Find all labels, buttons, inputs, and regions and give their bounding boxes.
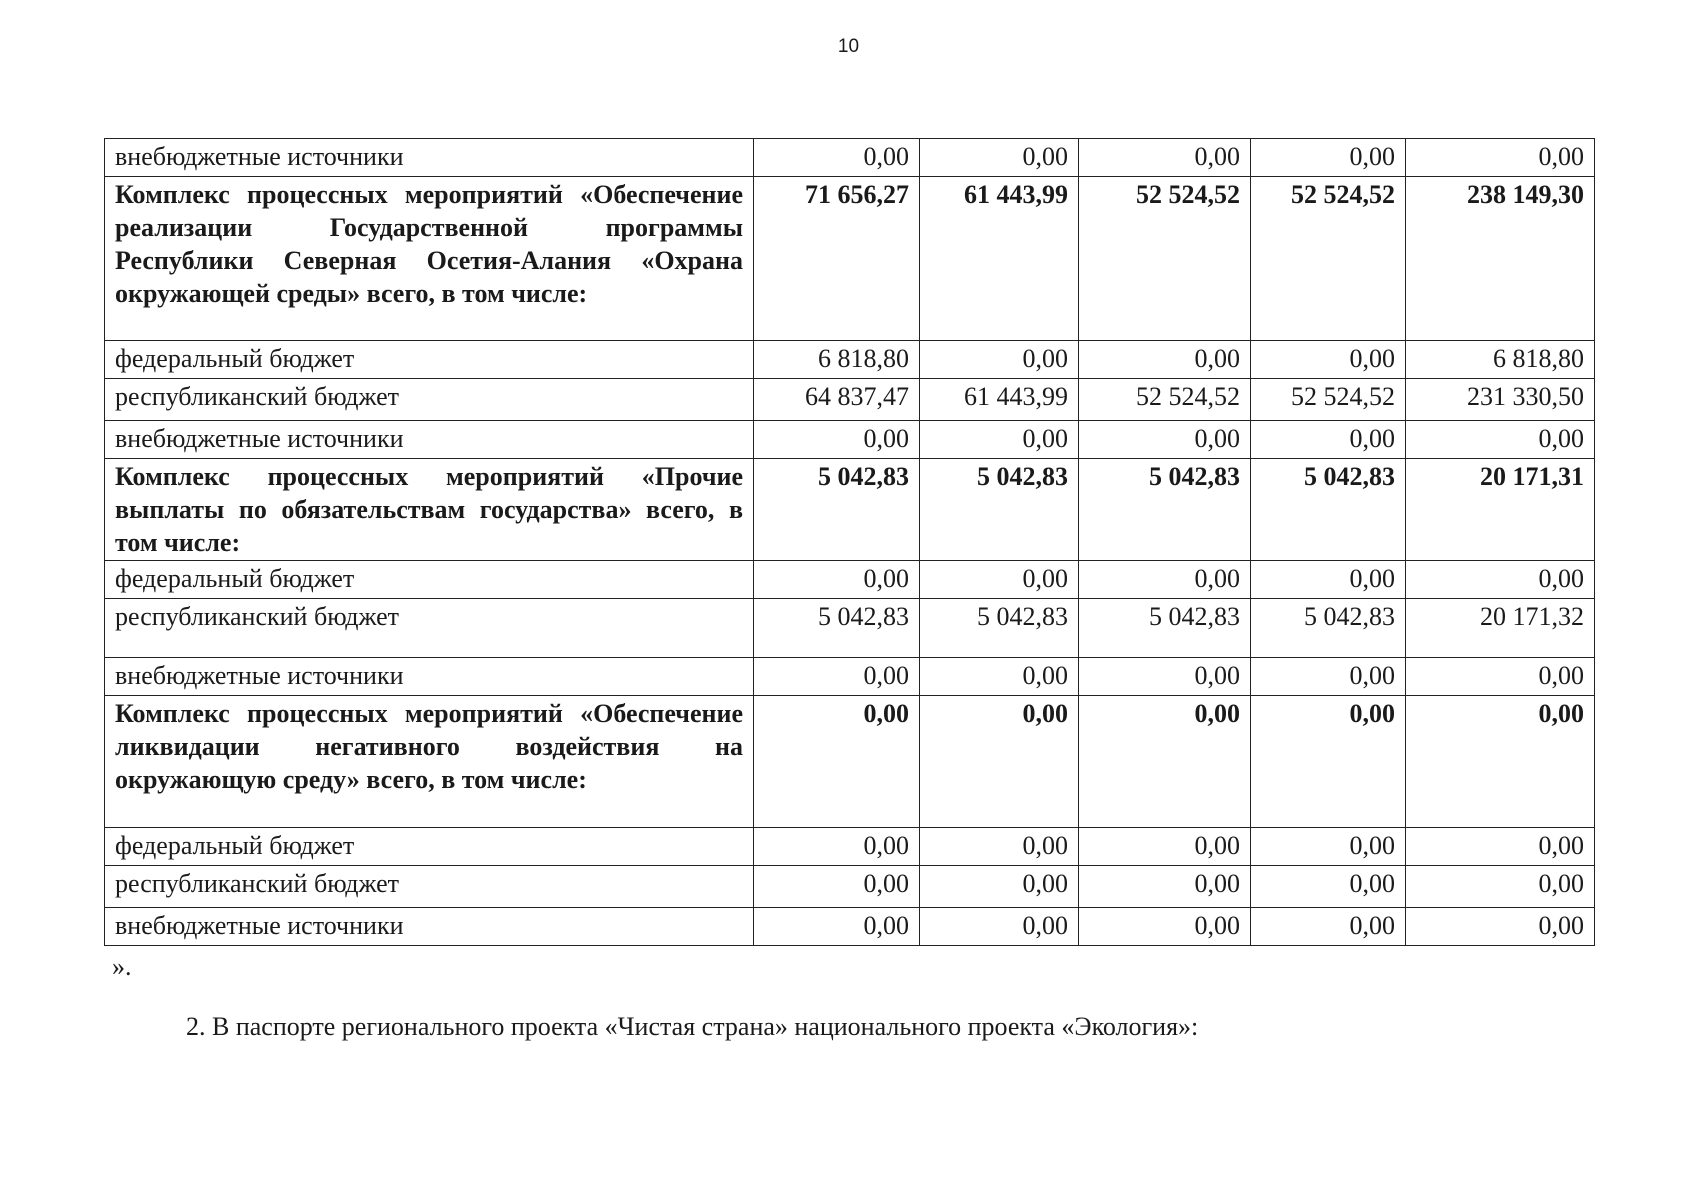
table-row bbox=[105, 866, 1595, 908]
value-col-1: 0,00 bbox=[754, 421, 920, 459]
table-row bbox=[105, 459, 1595, 561]
value-col-4: 0,00 bbox=[1251, 828, 1406, 866]
closing-quote: ». bbox=[112, 952, 132, 981]
value-total: 6 818,80 bbox=[1406, 341, 1595, 379]
table-row bbox=[105, 379, 1595, 421]
value-col-3: 0,00 bbox=[1079, 908, 1251, 946]
value-col-1: 0,00 bbox=[754, 866, 920, 908]
value-total: 238 149,30 bbox=[1406, 177, 1595, 341]
table-row bbox=[105, 828, 1595, 866]
value-col-3: 5 042,83 bbox=[1079, 459, 1251, 561]
value-col-3: 0,00 bbox=[1079, 866, 1251, 908]
value-col-4: 52 524,52 bbox=[1251, 177, 1406, 341]
row-name: республиканский бюджет bbox=[105, 866, 754, 908]
value-col-4: 5 042,83 bbox=[1251, 459, 1406, 561]
value-total: 0,00 bbox=[1406, 658, 1595, 696]
budget-table bbox=[104, 138, 1595, 946]
value-col-3: 52 524,52 bbox=[1079, 177, 1251, 341]
value-col-2: 5 042,83 bbox=[920, 599, 1079, 658]
row-name: внебюджетные источники bbox=[105, 139, 754, 177]
value-total: 0,00 bbox=[1406, 908, 1595, 946]
table-row bbox=[105, 658, 1595, 696]
value-col-2: 0,00 bbox=[920, 696, 1079, 828]
row-name: Комплекс процессных мероприятий «Обеспечение реализации Государственной программы Республики Северная Осетия-Алания «Охрана окружающей среды» всего, в том числе: bbox=[105, 177, 754, 341]
value-col-3: 5 042,83 bbox=[1079, 599, 1251, 658]
value-col-1: 5 042,83 bbox=[754, 599, 920, 658]
value-col-1: 6 818,80 bbox=[754, 341, 920, 379]
table-row bbox=[105, 177, 1595, 341]
table-row bbox=[105, 139, 1595, 177]
value-total: 20 171,32 bbox=[1406, 599, 1595, 658]
value-col-4: 0,00 bbox=[1251, 139, 1406, 177]
body-paragraph: 2. В паспорте регионального проекта «Чистая страна» национального проекта «Экология»: bbox=[186, 1012, 1199, 1041]
value-col-1: 0,00 bbox=[754, 696, 920, 828]
value-col-1: 0,00 bbox=[754, 139, 920, 177]
value-col-3: 0,00 bbox=[1079, 561, 1251, 599]
table-row bbox=[105, 696, 1595, 828]
row-name: внебюджетные источники bbox=[105, 908, 754, 946]
value-col-1: 71 656,27 bbox=[754, 177, 920, 341]
row-name: федеральный бюджет bbox=[105, 561, 754, 599]
row-name: Комплекс процессных мероприятий «Обеспечение ликвидации негативного воздействия на окружающую среду» всего, в том числе: bbox=[105, 696, 754, 828]
value-col-2: 0,00 bbox=[920, 139, 1079, 177]
value-total: 231 330,50 bbox=[1406, 379, 1595, 421]
row-name: внебюджетные источники bbox=[105, 421, 754, 459]
value-col-2: 0,00 bbox=[920, 908, 1079, 946]
value-col-4: 0,00 bbox=[1251, 421, 1406, 459]
value-total: 0,00 bbox=[1406, 139, 1595, 177]
value-col-4: 0,00 bbox=[1251, 341, 1406, 379]
value-col-4: 5 042,83 bbox=[1251, 599, 1406, 658]
value-col-3: 0,00 bbox=[1079, 828, 1251, 866]
value-col-1: 0,00 bbox=[754, 658, 920, 696]
value-col-1: 5 042,83 bbox=[754, 459, 920, 561]
row-name: внебюджетные источники bbox=[105, 658, 754, 696]
value-total: 0,00 bbox=[1406, 828, 1595, 866]
table-row bbox=[105, 341, 1595, 379]
row-name: республиканский бюджет bbox=[105, 379, 754, 421]
page-number: 10 bbox=[837, 36, 860, 57]
value-col-3: 0,00 bbox=[1079, 139, 1251, 177]
value-col-4: 0,00 bbox=[1251, 908, 1406, 946]
value-col-4: 0,00 bbox=[1251, 561, 1406, 599]
value-col-4: 0,00 bbox=[1251, 696, 1406, 828]
value-col-4: 0,00 bbox=[1251, 866, 1406, 908]
value-total: 20 171,31 bbox=[1406, 459, 1595, 561]
value-col-3: 52 524,52 bbox=[1079, 379, 1251, 421]
value-col-2: 61 443,99 bbox=[920, 379, 1079, 421]
value-col-4: 52 524,52 bbox=[1251, 379, 1406, 421]
row-name: федеральный бюджет bbox=[105, 341, 754, 379]
value-col-4: 0,00 bbox=[1251, 658, 1406, 696]
value-col-3: 0,00 bbox=[1079, 421, 1251, 459]
value-col-3: 0,00 bbox=[1079, 696, 1251, 828]
value-col-1: 0,00 bbox=[754, 908, 920, 946]
value-col-1: 64 837,47 bbox=[754, 379, 920, 421]
table-row bbox=[105, 599, 1595, 658]
value-col-2: 0,00 bbox=[920, 866, 1079, 908]
value-col-2: 0,00 bbox=[920, 341, 1079, 379]
table-row bbox=[105, 908, 1595, 946]
value-col-2: 61 443,99 bbox=[920, 177, 1079, 341]
row-name: Комплекс процессных мероприятий «Прочие выплаты по обязательствам государства» всего, в том числе: bbox=[105, 459, 754, 561]
row-name: федеральный бюджет bbox=[105, 828, 754, 866]
table-row bbox=[105, 561, 1595, 599]
value-total: 0,00 bbox=[1406, 696, 1595, 828]
value-col-2: 5 042,83 bbox=[920, 459, 1079, 561]
value-col-2: 0,00 bbox=[920, 421, 1079, 459]
budget-table-body bbox=[105, 139, 1595, 946]
row-name: республиканский бюджет bbox=[105, 599, 754, 658]
table-row bbox=[105, 421, 1595, 459]
value-col-2: 0,00 bbox=[920, 658, 1079, 696]
value-total: 0,00 bbox=[1406, 866, 1595, 908]
value-total: 0,00 bbox=[1406, 561, 1595, 599]
value-total: 0,00 bbox=[1406, 421, 1595, 459]
value-col-2: 0,00 bbox=[920, 828, 1079, 866]
value-col-1: 0,00 bbox=[754, 561, 920, 599]
value-col-3: 0,00 bbox=[1079, 341, 1251, 379]
value-col-2: 0,00 bbox=[920, 561, 1079, 599]
value-col-3: 0,00 bbox=[1079, 658, 1251, 696]
value-col-1: 0,00 bbox=[754, 828, 920, 866]
